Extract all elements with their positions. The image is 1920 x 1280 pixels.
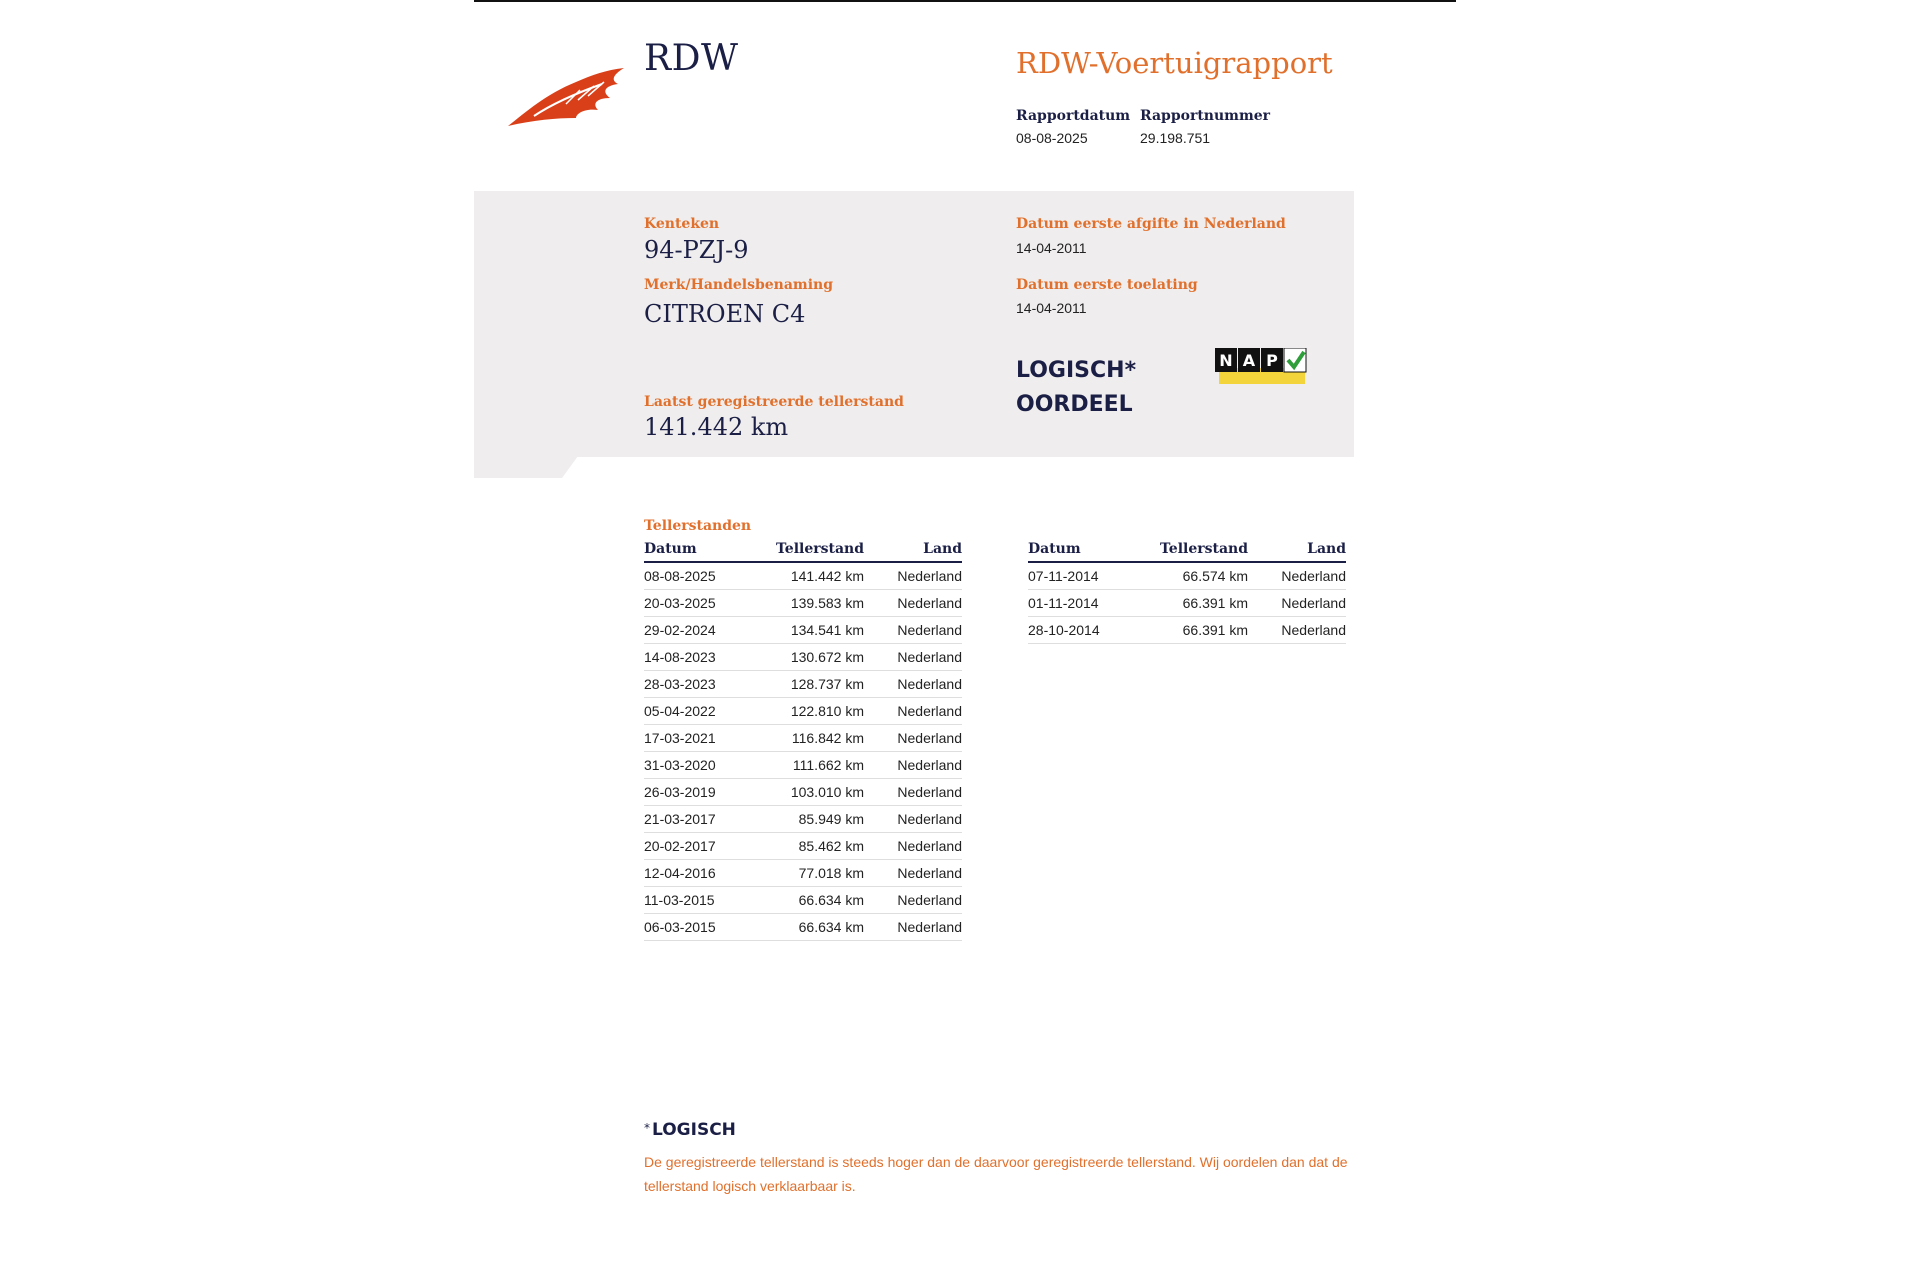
table-row (644, 914, 962, 941)
nap-logo (1215, 348, 1307, 386)
table-header-row (1028, 539, 1346, 562)
table-row (644, 806, 962, 833)
col-header-country: Land (1248, 539, 1346, 562)
reading-odometer: 128.737 km (774, 671, 864, 698)
reading-date: 08-08-2025 (644, 562, 774, 590)
table-row (644, 562, 962, 590)
reading-date: 06-03-2015 (644, 914, 774, 941)
reading-odometer: 103.010 km (774, 779, 864, 806)
table-row (644, 725, 962, 752)
reading-date: 20-02-2017 (644, 833, 774, 860)
reading-country: Nederland (864, 887, 962, 914)
table-row (644, 644, 962, 671)
reading-date: 28-10-2014 (1028, 617, 1158, 644)
reading-odometer: 66.634 km (774, 887, 864, 914)
plate-label: Kenteken (644, 216, 720, 232)
table-header-row (644, 539, 962, 562)
brand-name: RDW (644, 38, 739, 79)
reading-country: Nederland (864, 806, 962, 833)
table-row (644, 698, 962, 725)
reading-odometer: 66.574 km (1158, 562, 1248, 590)
reading-date: 29-02-2024 (644, 617, 774, 644)
report-date-value: 08-08-2025 (1016, 130, 1088, 146)
top-rule (474, 0, 1456, 2)
last-odometer-label: Laatst geregistreerde tellerstand (644, 394, 904, 410)
reading-country: Nederland (864, 833, 962, 860)
reading-country: Nederland (864, 779, 962, 806)
reading-odometer: 85.462 km (774, 833, 864, 860)
reading-country: Nederland (1248, 590, 1346, 617)
reading-country: Nederland (864, 617, 962, 644)
readings-section-label: Tellerstanden (644, 518, 752, 534)
first-issue-nl-value: 14-04-2011 (1016, 240, 1087, 256)
readings-table-left (644, 539, 962, 941)
reading-date: 17-03-2021 (644, 725, 774, 752)
table-row (644, 590, 962, 617)
reading-country: Nederland (864, 914, 962, 941)
table-row (644, 860, 962, 887)
reading-country: Nederland (864, 562, 962, 590)
table-row (644, 617, 962, 644)
col-header-odometer: Tellerstand (1158, 539, 1248, 562)
reading-country: Nederland (864, 671, 962, 698)
reading-date: 12-04-2016 (644, 860, 774, 887)
reading-date: 01-11-2014 (1028, 590, 1158, 617)
first-admission-value: 14-04-2011 (1016, 300, 1087, 316)
plate-value: 94-PZJ-9 (644, 236, 749, 264)
reading-country: Nederland (864, 752, 962, 779)
table-row (1028, 562, 1346, 590)
first-issue-nl-label: Datum eerste afgifte in Nederland (1016, 216, 1286, 232)
reading-date: 26-03-2019 (644, 779, 774, 806)
reading-country: Nederland (864, 698, 962, 725)
reading-country: Nederland (864, 860, 962, 887)
reading-country: Nederland (864, 590, 962, 617)
report-number-block (1140, 108, 1270, 146)
footnote-star: * (644, 1121, 650, 1135)
reading-date: 07-11-2014 (1028, 562, 1158, 590)
col-header-odometer: Tellerstand (774, 539, 864, 562)
footnote-title (644, 1120, 736, 1140)
reading-date: 20-03-2025 (644, 590, 774, 617)
panel-tail (474, 456, 594, 478)
table-row (644, 671, 962, 698)
report-number-label: Rapportnummer (1140, 108, 1271, 124)
last-odometer-value: 141.442 km (644, 413, 789, 441)
odometer-verdict (1016, 354, 1136, 422)
reading-odometer: 66.634 km (774, 914, 864, 941)
report-date-label: Rapportdatum (1016, 108, 1131, 124)
reading-date: 31-03-2020 (644, 752, 774, 779)
verdict-line-1: LOGISCH* (1016, 358, 1137, 383)
reading-country: Nederland (864, 725, 962, 752)
footnote-text: De geregistreerde tellerstand is steeds hoger dan de daarvoor geregistreerde tellerstand. Wij oordelen dan dat de tellerstand logisch verklaarbaar is. (644, 1154, 1348, 1194)
reading-date: 21-03-2017 (644, 806, 774, 833)
table-row (644, 779, 962, 806)
reading-date: 05-04-2022 (644, 698, 774, 725)
reading-odometer: 122.810 km (774, 698, 864, 725)
table-row (644, 752, 962, 779)
table-row (1028, 590, 1346, 617)
table-row (644, 887, 962, 914)
reading-odometer: 141.442 km (774, 562, 864, 590)
reading-odometer: 66.391 km (1158, 617, 1248, 644)
verdict-line-2: OORDEEL (1016, 392, 1133, 417)
col-header-country: Land (864, 539, 962, 562)
table-row (1028, 617, 1346, 644)
first-admission-label: Datum eerste toelating (1016, 277, 1198, 293)
footnote-title-text: LOGISCH (652, 1120, 736, 1140)
reading-odometer: 134.541 km (774, 617, 864, 644)
reading-odometer: 130.672 km (774, 644, 864, 671)
report-date-block (1016, 108, 1130, 146)
reading-country: Nederland (1248, 562, 1346, 590)
col-header-date: Datum (644, 539, 774, 562)
make-label: Merk/Handelsbenaming (644, 277, 834, 293)
reading-date: 11-03-2015 (644, 887, 774, 914)
rdw-feather-logo-icon (506, 60, 626, 130)
reading-date: 14-08-2023 (644, 644, 774, 671)
nap-letter-a: A (1242, 351, 1256, 370)
nap-letter-n: N (1219, 351, 1233, 370)
col-header-date: Datum (1028, 539, 1158, 562)
reading-odometer: 139.583 km (774, 590, 864, 617)
reading-odometer: 111.662 km (774, 752, 864, 779)
readings-table-right (1028, 539, 1346, 644)
report-title: RDW-Voertuigrapport (1016, 46, 1333, 80)
reading-date: 28-03-2023 (644, 671, 774, 698)
make-value: CITROEN C4 (644, 300, 806, 328)
table-row (644, 833, 962, 860)
reading-odometer: 66.391 km (1158, 590, 1248, 617)
reading-odometer: 85.949 km (774, 806, 864, 833)
reading-country: Nederland (1248, 617, 1346, 644)
reading-odometer: 116.842 km (774, 725, 864, 752)
reading-country: Nederland (864, 644, 962, 671)
reading-odometer: 77.018 km (774, 860, 864, 887)
nap-letter-p: P (1266, 351, 1278, 370)
report-number-value: 29.198.751 (1140, 130, 1211, 146)
